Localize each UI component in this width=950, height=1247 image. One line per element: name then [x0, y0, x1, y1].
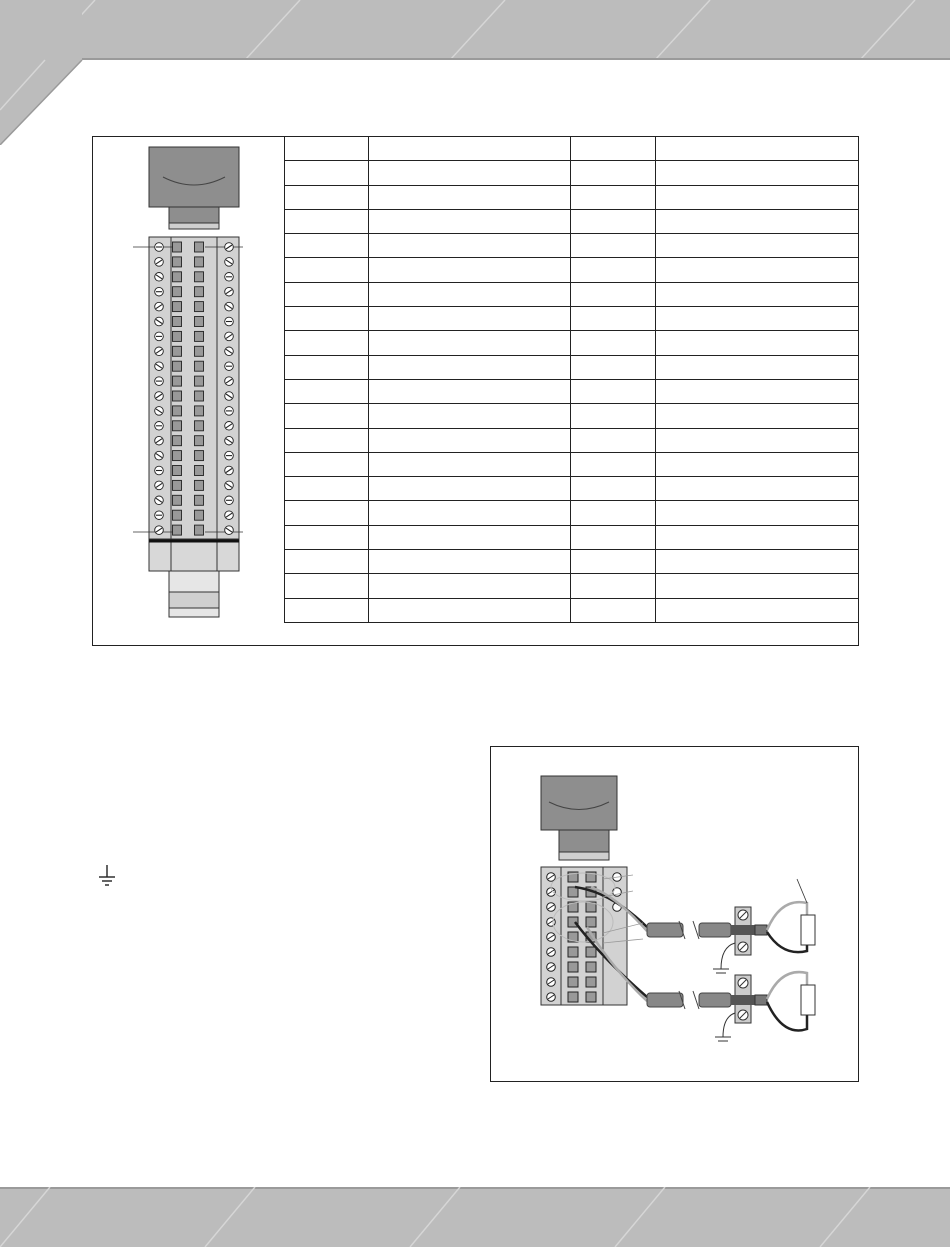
- table-cell: [369, 234, 571, 258]
- wire-clamp: [195, 406, 204, 416]
- wire-clamp: [586, 947, 596, 957]
- wire-clamp: [173, 331, 182, 341]
- table-cell: [285, 550, 369, 574]
- table-cell: [656, 282, 858, 306]
- table-cell: [369, 404, 571, 428]
- wire-clamp: [586, 962, 596, 972]
- table-row: [285, 307, 858, 331]
- table-cell: [285, 282, 369, 306]
- table-row: [285, 550, 858, 574]
- table-cell: [656, 355, 858, 379]
- connector-diagram: [93, 137, 283, 644]
- wire-clamp: [586, 917, 596, 927]
- table-cell: [285, 209, 369, 233]
- table-cell: [656, 452, 858, 476]
- table-cell: [571, 404, 656, 428]
- table-cell: [285, 234, 369, 258]
- wire-clamp: [195, 302, 204, 312]
- table-cell: [656, 404, 858, 428]
- wire-clamp: [173, 451, 182, 461]
- table-cell: [571, 331, 656, 355]
- table-cell: [571, 428, 656, 452]
- table-row: [285, 185, 858, 209]
- table-cell: [571, 307, 656, 331]
- table-cell: [285, 428, 369, 452]
- wire-clamp: [195, 331, 204, 341]
- table-cell: [656, 598, 858, 622]
- wire-clamp: [586, 992, 596, 1002]
- wire-clamp: [173, 495, 182, 505]
- table-cell: [571, 574, 656, 598]
- table-row: [285, 574, 858, 598]
- ground-icon: [99, 865, 115, 891]
- wire-clamp: [195, 242, 204, 252]
- table-row: [285, 355, 858, 379]
- table-cell: [369, 525, 571, 549]
- table-cell: [369, 574, 571, 598]
- wire-clamp: [173, 272, 182, 282]
- table-cell: [571, 477, 656, 501]
- wire-clamp: [173, 421, 182, 431]
- table-cell: [285, 185, 369, 209]
- wire-clamp: [173, 302, 182, 312]
- table-cell: [285, 404, 369, 428]
- wire-clamp: [195, 361, 204, 371]
- wire-clamp: [173, 480, 182, 490]
- wire-clamp: [173, 391, 182, 401]
- wire-clamp: [195, 480, 204, 490]
- wire-clamp: [568, 887, 578, 897]
- wire-clamp: [568, 947, 578, 957]
- table-cell: [369, 428, 571, 452]
- table-cell: [571, 525, 656, 549]
- table-cell: [285, 525, 369, 549]
- table-row: [285, 428, 858, 452]
- table-cell: [285, 477, 369, 501]
- wire-clamp: [195, 287, 204, 297]
- table-cell: [571, 209, 656, 233]
- wire-clamp: [173, 466, 182, 476]
- table-cell: [656, 161, 858, 185]
- wire-clamp: [586, 977, 596, 987]
- table-cell: [285, 452, 369, 476]
- table-cell: [285, 501, 369, 525]
- table-cell: [369, 161, 571, 185]
- table-row: [285, 161, 858, 185]
- table-cell: [285, 307, 369, 331]
- table-cell: [285, 331, 369, 355]
- wire-clamp: [173, 242, 182, 252]
- table-cell: [656, 428, 858, 452]
- table-cell: [656, 550, 858, 574]
- footer-band: [0, 1187, 950, 1247]
- table-row: [285, 501, 858, 525]
- wire-clamp: [195, 346, 204, 356]
- table-row: [285, 282, 858, 306]
- table-cell: [656, 258, 858, 282]
- wire-clamp: [173, 317, 182, 327]
- wire-clamp: [195, 376, 204, 386]
- table-cell: [571, 282, 656, 306]
- corner-decoration: [0, 0, 90, 145]
- wire-clamp: [173, 257, 182, 267]
- table-cell: [656, 331, 858, 355]
- table-cell: [285, 258, 369, 282]
- table-row: [285, 452, 858, 476]
- wire-clamp: [173, 525, 182, 535]
- table-cell: [656, 501, 858, 525]
- wire-clamp: [173, 346, 182, 356]
- table-cell: [369, 598, 571, 622]
- table-cell: [656, 477, 858, 501]
- table-cell: [656, 307, 858, 331]
- wire-clamp: [173, 361, 182, 371]
- wire-clamp: [195, 451, 204, 461]
- table-cell: [571, 550, 656, 574]
- table-cell: [656, 209, 858, 233]
- table-cell: [571, 234, 656, 258]
- table-cell: [285, 161, 369, 185]
- wire-clamp: [195, 466, 204, 476]
- wire-clamp: [195, 257, 204, 267]
- wire-clamp: [173, 406, 182, 416]
- table-cell: [369, 331, 571, 355]
- table-cell: [369, 501, 571, 525]
- table-cell: [369, 355, 571, 379]
- pin-table: [284, 137, 858, 623]
- wire-clamp: [195, 272, 204, 282]
- table-cell: [571, 185, 656, 209]
- table-row: [285, 258, 858, 282]
- table-row: [285, 137, 858, 161]
- table-cell: [369, 379, 571, 403]
- table-cell: [656, 525, 858, 549]
- wire-clamp: [568, 962, 578, 972]
- wire-clamp: [173, 287, 182, 297]
- table-cell: [285, 598, 369, 622]
- pin-assignment-panel: [92, 136, 859, 646]
- table-cell: [369, 307, 571, 331]
- table-cell: [369, 452, 571, 476]
- table-cell: [285, 137, 369, 161]
- wire-clamp: [173, 510, 182, 520]
- table-cell: [369, 477, 571, 501]
- table-cell: [369, 185, 571, 209]
- table-row: [285, 209, 858, 233]
- table-cell: [369, 209, 571, 233]
- table-cell: [285, 574, 369, 598]
- table-cell: [656, 137, 858, 161]
- wire-clamp: [195, 525, 204, 535]
- wire-clamp: [195, 436, 204, 446]
- table-row: [285, 404, 858, 428]
- table-row: [285, 598, 858, 622]
- table-cell: [369, 282, 571, 306]
- wire-clamp: [195, 510, 204, 520]
- wire-clamp: [568, 977, 578, 987]
- wire-clamp: [568, 992, 578, 1002]
- wiring-diagram: [491, 747, 858, 1081]
- table-cell: [285, 355, 369, 379]
- table-cell: [571, 379, 656, 403]
- table-cell: [571, 598, 656, 622]
- table-row: [285, 331, 858, 355]
- footer-stripes: [0, 1187, 950, 1247]
- table-cell: [571, 452, 656, 476]
- table-cell: [571, 501, 656, 525]
- wiring-diagram-panel: [490, 746, 859, 1082]
- wire-clamp: [195, 317, 204, 327]
- wire-clamp: [173, 376, 182, 386]
- table-row: [285, 525, 858, 549]
- table-cell: [369, 550, 571, 574]
- table-cell: [571, 258, 656, 282]
- header-band: [0, 0, 950, 60]
- table-cell: [369, 258, 571, 282]
- table-cell: [656, 574, 858, 598]
- wire-clamp: [195, 495, 204, 505]
- table-cell: [656, 234, 858, 258]
- wire-clamp: [173, 436, 182, 446]
- table-cell: [656, 379, 858, 403]
- table-row: [285, 234, 858, 258]
- table-row: [285, 379, 858, 403]
- table-cell: [285, 379, 369, 403]
- header-stripes: [0, 0, 950, 60]
- table-cell: [369, 137, 571, 161]
- table-cell: [571, 137, 656, 161]
- table-cell: [656, 185, 858, 209]
- table-row: [285, 477, 858, 501]
- wire-clamp: [195, 391, 204, 401]
- table-cell: [571, 355, 656, 379]
- wire-clamp: [195, 421, 204, 431]
- table-cell: [571, 161, 656, 185]
